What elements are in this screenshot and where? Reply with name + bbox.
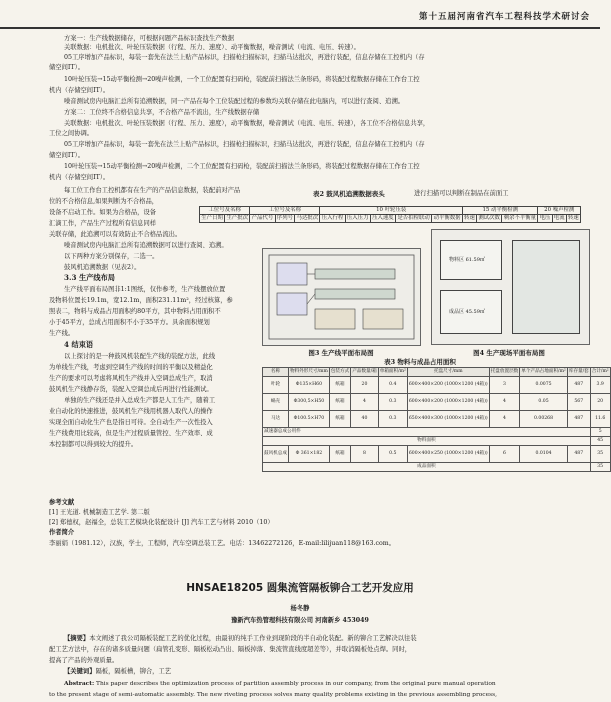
text-line: 以上探讨的是一种鼓风机装配生产线的装配方法，此线 xyxy=(64,353,216,360)
text-line: 关联数据：电机批次、叶轮压装数据（行程、压力、速度）、动平衡数据，噪音测试（电流、电压、转速）。 xyxy=(64,44,360,51)
t3-cell: 487 xyxy=(567,446,590,463)
t2-cell: 压入速度 xyxy=(372,215,394,221)
text-line: 生产线。 xyxy=(49,330,75,337)
t3-cell: 0.4 xyxy=(378,377,407,394)
t3-cell: 650×400×300 (1000×1200 (4箱)) xyxy=(407,411,489,428)
t3-cell: 鼓风机总成 xyxy=(263,446,289,463)
text-line: 机内（存储空间IT）。 xyxy=(49,174,110,181)
t3-cell: 纸箱 xyxy=(329,446,350,463)
abstract-line xyxy=(64,634,417,643)
t3-cell: 35 xyxy=(590,463,610,472)
reference-item: [2] 郑德权，赵福全，总装工艺模块化装配设计 [J] 汽车工艺与材料 2010（10） xyxy=(49,519,274,526)
text-line: 鼓风机追溯数据（见表2）。 xyxy=(64,264,141,271)
t3-cell: 20 xyxy=(590,394,610,411)
fig4-product-area xyxy=(440,290,502,334)
abstract-en-label: Abstract: xyxy=(64,680,95,687)
figure4-site-layout xyxy=(431,229,590,345)
t3-cell: 0.5 xyxy=(378,446,407,463)
text-line: 为单线生产线，考虑到空调生产线的时间的平衡以及精益化 xyxy=(49,364,213,371)
t2-cell: 10 叶轮压装 xyxy=(320,207,463,215)
t3-cell: 4 xyxy=(489,411,520,428)
t3-cell: 600×400×250 (1000×1200 (4箱)) xyxy=(407,446,489,463)
figure3-line-layout xyxy=(262,248,421,346)
t3-header: 包装方式 xyxy=(329,368,350,377)
abstract-label: 【摘要】 xyxy=(64,635,90,642)
references-heading: 参考文献 xyxy=(49,499,75,506)
table2-caption: 表2 鼓风机追溯数据表头 xyxy=(313,190,385,198)
t2-cell: 工位号及名称 xyxy=(200,207,250,215)
t3-cell: 成品面积 xyxy=(263,463,591,472)
t3-cell: 6 xyxy=(489,446,520,463)
conference-header: 第十五届河南省汽车工程科技学术研讨会 xyxy=(418,12,590,22)
t3-cell: 0.0104 xyxy=(520,446,568,463)
fig4-label: 物料区 61.59㎡ xyxy=(449,257,485,263)
t2-cell: 是否拍检联动 xyxy=(397,215,430,221)
text-line: 设备不启动工作。如果为合格品，设备 xyxy=(49,209,157,216)
t3-cell: 11.6 xyxy=(590,411,610,428)
t3-cell: 马达 xyxy=(263,411,289,428)
article-affiliation: 豫新汽车热管理科技有限公司 河南新乡 453049 xyxy=(231,617,369,624)
t2-cell: 15 动平衡检测 xyxy=(462,207,538,215)
abstract-line: 提高了产品的外观质量。 xyxy=(49,657,119,664)
text-line: 生产线平面布局图非1:1图纸，仅作参考，生产线摆放位置 xyxy=(64,286,226,293)
article-title: HNSAE18205 圆集流管隔板铆合工艺开发应用 xyxy=(186,582,414,594)
table2-trace-headers xyxy=(199,206,581,223)
t2-cell: 剩余不平衡量 xyxy=(503,215,537,221)
t3-header: 单个产品占地面积/m² xyxy=(520,368,568,377)
t3-cell: Φ300,5×H50 xyxy=(288,394,329,411)
t3-cell: 0.0075 xyxy=(520,377,568,394)
t3-cell: Φ135×H60 xyxy=(288,377,329,394)
keywords-label: 【关键词】 xyxy=(64,668,96,675)
section-4-heading: 4 结束语 xyxy=(64,340,94,349)
keywords-text: 隔板，隔板槽，铆合，工艺 xyxy=(95,668,172,675)
text-line: 每工位工作台工控机都有在生产的产品信息数据，装配前对产品 xyxy=(64,187,241,194)
table3-area-table xyxy=(262,367,611,472)
reference-item: [1] 王光道. 机械制造工艺学. 第二版 xyxy=(49,509,150,516)
text-line: 业自动化的快速推进，鼓风机生产线用机器人取代人的操作 xyxy=(49,408,213,415)
abstract-en-text: This paper describes the optimization process of partition assembly process in our company, from the original pure manual operation xyxy=(96,681,496,687)
text-line: 10叶轮压装→15动平衡检测→20噪声检测，二个工位配置有扫码枪，装配前扫描法兰条形码，将装配过程数据存储在工作台工控 xyxy=(64,163,420,170)
text-line: 05工序增加产品标识，每装一套先在法兰上贴产品标识，扫描枪扫描标识，扫描马达批次，再进行装配，信息存储在工控机内（存 xyxy=(64,54,425,61)
t2-cell: 动平衡数据 xyxy=(433,215,461,221)
t3-header: 名称 xyxy=(263,368,289,377)
text-line: 以下两种方案分别保存，二选一。 xyxy=(64,253,159,260)
t3-header: 托盘尺寸/mm xyxy=(407,368,489,377)
text-line: 实现全面自动化生产也是指日可待。全自动生产一次性投入 xyxy=(49,419,213,426)
t2-cell: 序列号 xyxy=(276,215,293,221)
text-line: 05工序增加产品标识，每装一套先在法兰上贴产品标识，扫描枪扫描标识，扫描马达批次，再进行装配，信息存储在工控机内（存 xyxy=(64,141,425,148)
text-line: 噪音测试房内电脑汇总所有追溯数据，同一产品在每个工位装配过程的参数均关联存储在此电脑内，可以进行查阅、追溯。 xyxy=(64,98,405,105)
author-bio: 李丽娟（1981.12），汉族，学士，工程师，汽车空调总装工艺。电话：13462272126，E-mail:lilijuan118@163.com。 xyxy=(49,540,396,547)
text-line: 关联数据：电机批次、叶轮压装数据（行程、压力、速度），动平衡数据，噪音测试（电流、电压、转速），各工位不合格信息共享， xyxy=(64,120,430,127)
t3-cell: 3 xyxy=(489,377,520,394)
fig4-material-area xyxy=(440,240,502,280)
t3-header: 物料外形尺寸/mm xyxy=(288,368,329,377)
text-line: 照表二，物料与成品占用面积约80平方，其中物料占用面积不 xyxy=(49,308,221,315)
t3-cell: Φ100.5×H70 xyxy=(288,411,329,428)
t3-cell: 纸箱 xyxy=(329,411,350,428)
figure4-caption: 图4 生产现场平面布局图 xyxy=(473,349,545,357)
text-line: 关联存储，此追溯可以有效防止不合格品流出。 xyxy=(49,231,182,238)
article-author: 杨冬静 xyxy=(290,605,310,612)
t3-cell: 0.3 xyxy=(378,394,407,411)
text-line: 生产的要求可以考虑将风机生产线并入空调总成生产，取消 xyxy=(49,375,213,382)
t3-cell: Φ 361×182 xyxy=(288,446,329,463)
t2-cell: 生产日期 xyxy=(201,215,223,221)
text-line: 噪音测试房内电脑汇总所有追溯数据可以进行查阅、追溯。 xyxy=(64,242,228,249)
abstract-line: 配工艺方法中，存在的诸多质量问题（扁管孔变形、隔板松动凸出、隔板掉落、集流管直线度超差等），并取消隔板处点焊。同时， xyxy=(49,646,412,653)
t3-cell: 0.05 xyxy=(520,394,568,411)
t2-cell: 工位号及名称 xyxy=(250,207,320,215)
t3-cell: 物料面积 xyxy=(263,437,591,446)
text-line: 汇滴工作，产品生产过程所有信息同样 xyxy=(49,220,157,227)
figure3-drawing xyxy=(263,249,420,345)
table3-caption: 表3 物料与成品占用面积 xyxy=(384,358,456,366)
table2-intro-text: 进行扫描可以判断在制品在前面工 xyxy=(414,190,509,197)
text-line: 位的不合格信息,如果判断为不合格品， xyxy=(49,198,159,205)
t3-cell: 5 xyxy=(590,428,610,437)
t3-cell: 35 xyxy=(590,446,610,463)
text-line: 及物料位置长19.1m，宽12.1m，面积231.11m²，经过核算，参 xyxy=(49,297,233,304)
header-rule xyxy=(0,27,600,29)
t3-cell: 蜗壳 xyxy=(263,394,289,411)
text-line: 储空间IT）。 xyxy=(49,64,85,71)
t3-header: 托盘放置层数 xyxy=(489,368,520,377)
t2-cell: 压入压力 xyxy=(346,215,369,221)
text-line: 10叶轮压装→15动平衡检测→20噪声检测，一个工位配置有扫码枪，装配前扫描法兰条形码，将装配过程数据存储在工作台工控 xyxy=(64,76,420,83)
t2-cell: 压入行程 xyxy=(321,215,344,221)
t3-cell: 600×400×200 (1000×1200 (4箱)) xyxy=(407,377,489,394)
figure3-caption: 图3 生产线平面布局图 xyxy=(308,349,374,357)
t3-cell: 0.00268 xyxy=(520,411,568,428)
abstract-text: 本文阐述了我公司隔板装配工艺的优化过程，由最初的纯手工作业到现阶段的半自动化装配。新的铆合工艺解决以往装 xyxy=(89,635,417,642)
text-line: 鼓风机生产线静存货，装配入空调总成后再进行性能测试。 xyxy=(49,386,213,393)
section-3-3-heading: 3.3 生产线布局 xyxy=(64,273,115,282)
abstract-en-line xyxy=(64,679,496,689)
t3-cell: 487 xyxy=(567,411,590,428)
t3-cell: 4 xyxy=(489,394,520,411)
t2-cell: 20 噪声检测 xyxy=(538,207,581,215)
t3-cell: 叶轮 xyxy=(263,377,289,394)
text-line: 本控制都可以得到较大的提升。 xyxy=(49,441,138,448)
t3-cell: 3.9 xyxy=(590,377,610,394)
scheme1-title: 方案一：生产线数据储存，可根据问题产品标识查找生产数据 xyxy=(64,35,235,42)
text-line: 单独的生产线还是并入总成生产都是人工生产，随着工 xyxy=(64,397,216,404)
t3-cell: 45 xyxy=(590,437,610,446)
t3-cell: 纸箱 xyxy=(329,377,350,394)
fig4-label: 成品区 45.59㎡ xyxy=(449,309,485,315)
t3-cell: 567 xyxy=(567,394,590,411)
t2-cell: 测试次数 xyxy=(478,215,500,221)
t3-header: 单箱面积/m² xyxy=(378,368,407,377)
t3-header: 产品数量/箱 xyxy=(351,368,379,377)
abstract-en-line: to the present stage of semi-automatic assembly. The new riveting process solves many quality problems existing in the previous assembling process, xyxy=(49,692,498,698)
t3-header: 库存量/套 xyxy=(567,368,590,377)
t3-cell: 8 xyxy=(351,446,379,463)
t3-cell: 0.3 xyxy=(378,411,407,428)
t3-cell: 600×400×200 (1000×1200 (4箱)) xyxy=(407,394,489,411)
text-line: 储空间IT）。 xyxy=(49,152,85,159)
keywords-line xyxy=(64,667,171,676)
text-line: 工位之间协调。 xyxy=(49,130,94,137)
t2-cell: 转速 xyxy=(567,215,579,221)
t2-cell: 电压 xyxy=(539,215,551,221)
t2-cell: 生产批次 xyxy=(226,215,249,221)
t3-cell: 4 xyxy=(351,394,379,411)
t3-cell: 40 xyxy=(351,411,379,428)
t2-cell: 转速 xyxy=(464,215,475,221)
text-line: 机内（存储空间IT）。 xyxy=(49,87,110,94)
text-line: 小于45平方，总成占用面积不小于35平方。具余面积规划 xyxy=(49,319,210,326)
t2-cell: 电流 xyxy=(553,215,565,221)
t2-cell: 马达批次 xyxy=(296,215,319,221)
author-bio-heading: 作者简介 xyxy=(49,529,75,536)
t3-header: 合计/m² xyxy=(590,368,610,377)
fig4-line-area xyxy=(512,240,580,334)
t3-cell: 487 xyxy=(567,377,590,394)
t2-cell: 产品代号 xyxy=(251,215,274,221)
t3-cell: 纸箱 xyxy=(329,394,350,411)
t3-cell: 20 xyxy=(351,377,379,394)
t3-cell: 减速器总成公用件 xyxy=(263,428,591,437)
scheme2-title: 方案二：工位终不合格信息共享，不合格产品不流出，生产线数据存储 xyxy=(64,109,260,116)
text-line: 生产线费用比较高，但是生产过程质量管控、生产效率、成 xyxy=(49,430,213,437)
